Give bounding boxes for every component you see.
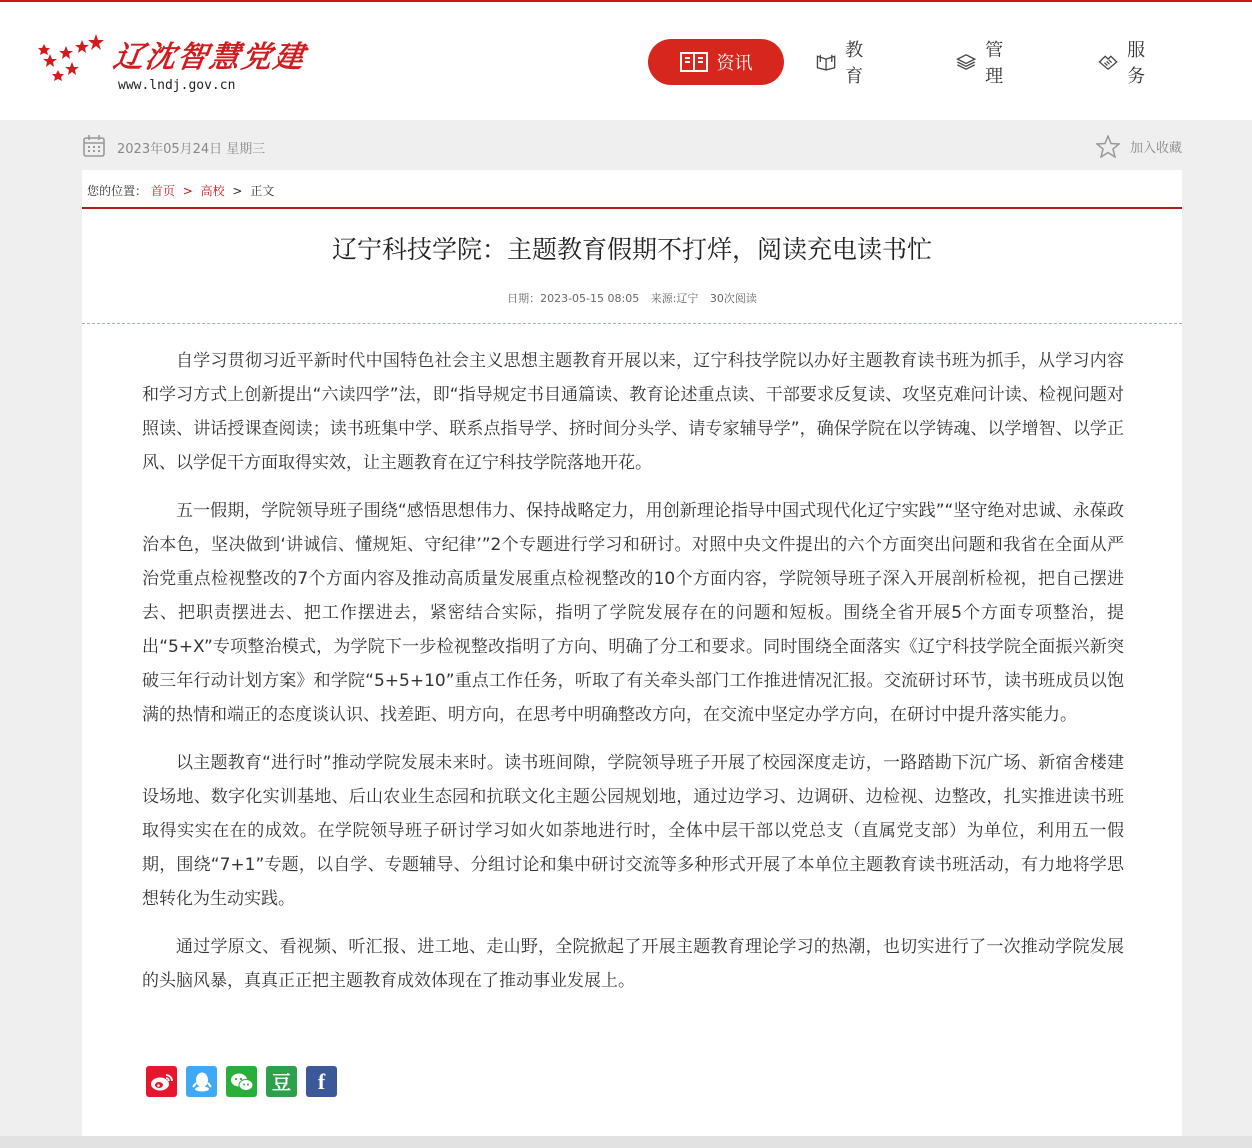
star-icon: [1096, 135, 1120, 158]
breadcrumb-separator: >: [232, 184, 243, 198]
article-source: 来源:辽宁: [650, 292, 699, 305]
layers-icon: [956, 50, 976, 74]
article-card: [82, 170, 1182, 1136]
nav-item-education[interactable]: [816, 39, 871, 85]
nav-label-management: 管理: [985, 40, 1004, 87]
nav-label-news: 资讯: [716, 53, 753, 74]
nav-item-management[interactable]: [956, 39, 1011, 85]
article-paragraph: 通过学原文、看视频、听汇报、进工地、走山野，全院掀起了开展主题教育理论学习的热潮，也切实进行了一次推动学院发展的头脑风暴，真真正正把主题教育成效体现在了推动事业发展上。: [142, 937, 1124, 991]
article-meta: [82, 290, 1182, 306]
stars-icon: [36, 30, 116, 90]
calendar-icon: [82, 134, 106, 158]
meta-divider: [82, 323, 1182, 324]
breadcrumb-home-link[interactable]: 首页: [150, 184, 175, 198]
article-reads: 30次阅读: [709, 292, 757, 305]
breadcrumb-current: 正文: [250, 184, 275, 198]
article-paragraph: 自学习贯彻习近平新时代中国特色社会主义思想主题教育开展以来，辽宁科技学院以办好主题教育读书班为抓手，从学习内容和学习方式上创新提出“六读四学”法，即“指导规定书目通篇读、教育论述重点读、干部要求反复读、攻坚克难问计读、检视问题对照读、讲话授课查阅读；读书班集中学、联系点指导学、挤时间分头学、请专家辅导学”，确保学院在以学铸魂、以学增智、以学正风、以学促干方面取得实效，让主题教育在辽宁科技学院落地开花。: [142, 351, 1124, 473]
share-bar: [146, 1066, 346, 1097]
nav-item-news[interactable]: [648, 39, 784, 85]
nav-item-service[interactable]: [1098, 39, 1153, 85]
site-header: [0, 2, 1252, 120]
add-favorite-label: 加入收藏: [1129, 141, 1182, 156]
share-wechat-button[interactable]: [226, 1066, 257, 1097]
share-weibo-button[interactable]: [146, 1066, 177, 1097]
logo-url: www.lndj.gov.cn: [118, 78, 236, 93]
current-date: 2023年05月24日 星期三: [117, 142, 266, 157]
add-favorite-button[interactable]: [1096, 135, 1182, 158]
book-icon: [680, 51, 708, 73]
breadcrumb-prefix: 您的位置：: [87, 184, 148, 198]
wechat-icon: [230, 1072, 254, 1092]
share-qq-button[interactable]: [186, 1066, 217, 1097]
article-body: [142, 344, 1124, 1012]
article-paragraph: 五一假期，学院领导班子围绕“感悟思想伟力、保持战略定力，用创新理论指导中国式现代化辽宁实践”“坚守绝对忠诚、永葆政治本色，坚决做到‘讲诚信、懂规矩、守纪律’”2个专题进行学习和研讨。对照中央文件提出的六个方面突出问题和我省在全面从严治党重点检视整改的7个方面内容及推动高质量发展重点检视整改的10个方面内容，学院领导班子深入开展剖析检视，把自己摆进去、把职责摆进去、把工作摆进去，紧密结合实际，指明了学院发展存在的问题和短板。围绕全省开展5个方面专项整治，提出“5+X”专项整治模式，为学院下一步检视整改指明了方向、明确了分工和要求。同时围绕全面落实《辽宁科技学院全面振兴新突破三年行动计划方案》和学院“5+5+10”重点工作任务，听取了有关牵头部门工作推进情况汇报。交流研讨环节，读书班成员以饱满的热情和端正的态度谈认识、找差距、明方向，在思考中明确整改方向，在交流中坚定办学方向，在研讨中提升落实能力。: [142, 501, 1124, 725]
site-logo[interactable]: [36, 30, 326, 100]
article-title: 辽宁科技学院：主题教育假期不打烊，阅读充电读书忙: [331, 235, 932, 264]
breadcrumb: [87, 182, 274, 199]
article-date: 日期：2023-05-15 08:05: [507, 292, 640, 305]
nav-label-education: 教育: [845, 40, 864, 87]
open-book-icon: [816, 50, 836, 74]
handshake-icon: [1098, 50, 1118, 74]
title-divider: [82, 207, 1182, 209]
share-facebook-button[interactable]: f: [306, 1066, 337, 1097]
article-paragraph: 以主题教育“进行时”推动学院发展未来时。读书班间隙，学院领导班子开展了校园深度走访，一路踏勘下沉广场、新宿舍楼建设场地、数字化实训基地、后山农业生态园和抗联文化主题公园规划地，通过边学习、边调研、边检视、边整改，扎实推进读书班取得实实在在的成效。在学院领导班子研讨学习如火如荼地进行时，全体中层干部以党总支（直属党支部）为单位，利用五一假期，围绕“7+1”专题，以自学、专题辅导、分组讨论和集中研讨交流等多种形式开展了本单位主题教育读书班活动，有力地将学思想转化为生动实践。: [142, 753, 1124, 909]
date-bar: [82, 128, 1182, 166]
qq-icon: [192, 1071, 212, 1093]
nav-label-service: 服务: [1127, 40, 1146, 87]
breadcrumb-category-link[interactable]: 高校: [200, 184, 225, 198]
logo-title: 辽沈智慧党建: [111, 40, 308, 75]
weibo-icon: [150, 1072, 174, 1092]
page-footer-edge: [0, 1136, 1252, 1148]
breadcrumb-separator: >: [182, 184, 193, 198]
share-douban-button[interactable]: 豆: [266, 1066, 297, 1097]
